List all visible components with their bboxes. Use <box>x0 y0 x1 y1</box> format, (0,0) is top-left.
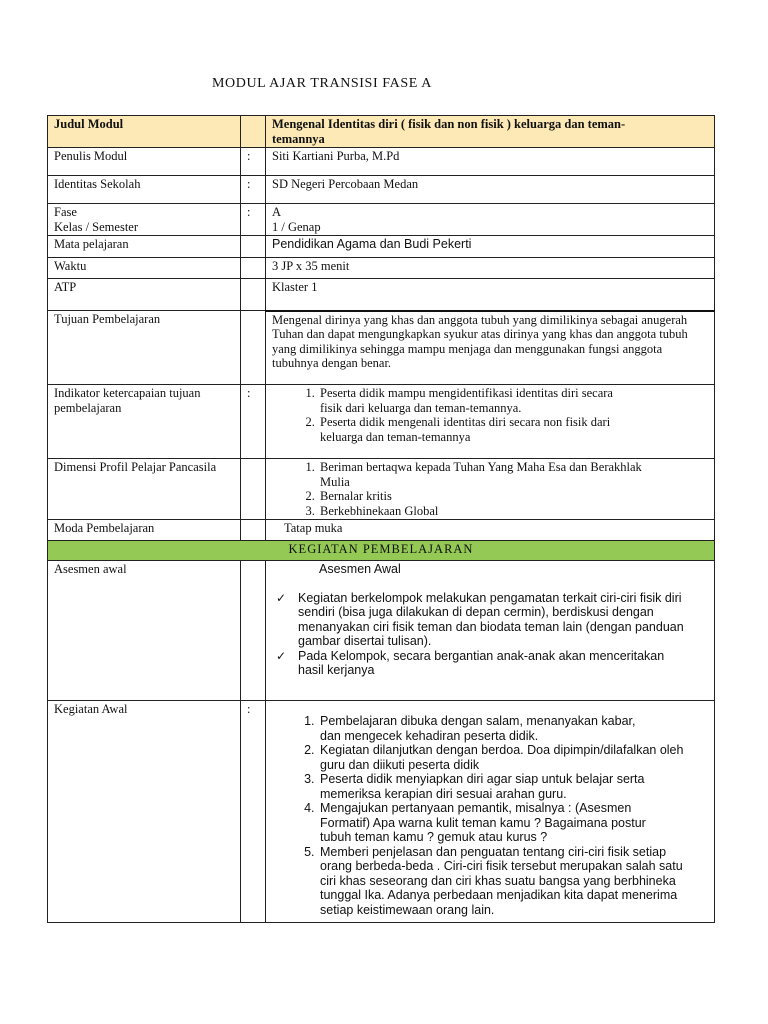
indikator-list <box>272 386 708 444</box>
moda-colon <box>241 520 266 541</box>
tujuan-label: Tujuan Pembelajaran <box>48 311 241 385</box>
judul-label: Judul Modul <box>48 116 241 148</box>
row-mapel <box>48 236 715 258</box>
row-waktu <box>48 258 715 279</box>
fase-colon: : <box>241 204 266 236</box>
row-asesmen <box>48 561 715 701</box>
indikator-item: 1. Peserta didik mampu mengidentifikasi identitas diri secara fisik dari keluarga dan teman-temannya. <box>318 386 708 415</box>
row-moda <box>48 520 715 541</box>
dimensi-item: 2. Bernalar kritis <box>318 489 708 504</box>
kegiatan-awal-item: 4. Mengajukan pertanyaan pemantik, misalnya : (Asesmen Formatif) Apa warna kulit teman kamu ? Bagaimana postur tubuh teman kamu ? gemuk atau kurus ? <box>318 801 708 845</box>
atp-value: Klaster 1 <box>266 279 715 311</box>
row-indikator <box>48 385 715 459</box>
indikator-label: Indikator ketercapaian tujuan pembelajaran <box>48 385 241 459</box>
fase-kelas-labels <box>48 204 241 236</box>
row-judul <box>48 116 715 148</box>
row-kegiatan-header <box>48 541 715 561</box>
kegiatan-header: KEGIATAN PEMBELAJARAN <box>48 541 715 561</box>
asesmen-item <box>276 648 708 678</box>
kegiatan-awal-cell <box>266 701 715 923</box>
mapel-value: Pendidikan Agama dan Budi Pekerti <box>266 236 715 258</box>
waktu-value: 3 JP x 35 menit <box>266 258 715 279</box>
check-icon: ✓ <box>276 590 287 605</box>
fase-label: Fase <box>54 205 77 219</box>
kegiatan-awal-item: 2. Kegiatan dilanjutkan dengan berdoa. Doa dipimpin/dilafalkan oleh guru dan diikuti peserta didik <box>318 743 708 772</box>
indikator-item: 2. Peserta didik mengenali identitas diri secara non fisik dari keluarga dan teman-temannya <box>318 415 708 444</box>
asesmen-item <box>276 590 708 649</box>
mapel-label: Mata pelajaran <box>48 236 241 258</box>
penulis-value: Siti Kartiani Purba, M.Pd <box>266 148 715 176</box>
kegiatan-awal-item: 1. Pembelajaran dibuka dengan salam, menanyakan kabar, dan mengecek kehadiran peserta didik. <box>318 714 708 743</box>
row-atp <box>48 279 715 311</box>
penulis-colon: : <box>241 148 266 176</box>
tujuan-colon <box>241 311 266 385</box>
module-table <box>47 115 715 923</box>
dimensi-item: 3. Berkebhinekaan Global <box>318 504 708 519</box>
document-title: MODUL AJAR TRANSISI FASE A <box>212 76 432 91</box>
asesmen-cell <box>266 561 715 701</box>
judul-colon <box>241 116 266 148</box>
kelas-label: Kelas / Semester <box>54 219 139 234</box>
fase-kelas-values <box>266 204 715 236</box>
atp-colon <box>241 279 266 311</box>
penulis-label: Penulis Modul <box>48 148 241 176</box>
fase-value: A <box>272 205 282 219</box>
asesmen-label: Asesmen awal <box>48 561 241 701</box>
kegiatan-awal-list <box>272 714 708 917</box>
row-dimensi <box>48 459 715 520</box>
dimensi-list <box>272 460 708 518</box>
moda-value: Tatap muka <box>266 520 715 541</box>
sekolah-colon: : <box>241 176 266 204</box>
tujuan-value: Mengenal dirinya yang khas dan anggota tubuh yang dimilikinya sebagai anugerah Tuhan dan dapat mengungkapkan syukur atas dirinya yang khas dan anggota tubuh yang dimilikinya sehingga mampu menjaga dan menggunakan fungsi anggota tubuhnya dengan benar. <box>266 311 715 385</box>
indikator-list-cell <box>266 385 715 459</box>
row-sekolah <box>48 176 715 204</box>
kegiatan-awal-item: 5. Memberi penjelasan dan penguatan tentang ciri-ciri fisik setiap orang berbeda-beda . Ciri-ciri fisik tersebut merupakan salah satu ciri khas seseorang dan ciri khas suatu bangsa yang berbhineka tunggal Ika. Adanya perbedaan menjadikan kita dapat menerima setiap keistimewaan orang lain. <box>318 845 708 918</box>
asesmen-list <box>272 591 708 678</box>
waktu-colon <box>241 258 266 279</box>
kegiatan-awal-colon: : <box>241 701 266 923</box>
row-fase-kelas <box>48 204 715 236</box>
indikator-colon: : <box>241 385 266 459</box>
dimensi-colon <box>241 459 266 520</box>
dimensi-item: 1. Beriman bertaqwa kepada Tuhan Yang Maha Esa dan Berakhlak Mulia <box>318 460 708 489</box>
sekolah-label: Identitas Sekolah <box>48 176 241 204</box>
check-icon: ✓ <box>276 648 287 663</box>
asesmen-item-text: Pada Kelompok, secara bergantian anak-anak akan menceritakan hasil kerjanya <box>298 648 665 677</box>
judul-value: Mengenal Identitas diri ( fisik dan non fisik ) keluarga dan teman-temannya <box>266 116 715 148</box>
dimensi-list-cell <box>266 459 715 520</box>
mapel-colon <box>241 236 266 258</box>
sekolah-value: SD Negeri Percobaan Medan <box>266 176 715 204</box>
dimensi-label: Dimensi Profil Pelajar Pancasila <box>48 459 241 520</box>
moda-label: Moda Pembelajaran <box>48 520 241 541</box>
row-tujuan <box>48 311 715 385</box>
atp-label: ATP <box>48 279 241 311</box>
row-penulis <box>48 148 715 176</box>
kegiatan-awal-label: Kegiatan Awal <box>48 701 241 923</box>
asesmen-colon <box>241 561 266 701</box>
kelas-value: 1 / Genap <box>272 219 321 234</box>
waktu-label: Waktu <box>48 258 241 279</box>
asesmen-heading: Asesmen Awal <box>319 562 401 576</box>
kegiatan-awal-item: 3. Peserta didik menyiapkan diri agar siap untuk belajar serta memeriksa kerapian diri sesuai arahan guru. <box>318 772 708 801</box>
row-kegiatan-awal <box>48 701 715 923</box>
asesmen-item-text: Kegiatan berkelompok melakukan pengamatan terkait ciri-ciri fisik diri sendiri (bisa juga dilakukan di depan cermin), berdiskusi dengan menanyakan ciri fisik teman dan biodata teman lain (dengan panduan gambar disertai tulisan). <box>298 590 684 648</box>
